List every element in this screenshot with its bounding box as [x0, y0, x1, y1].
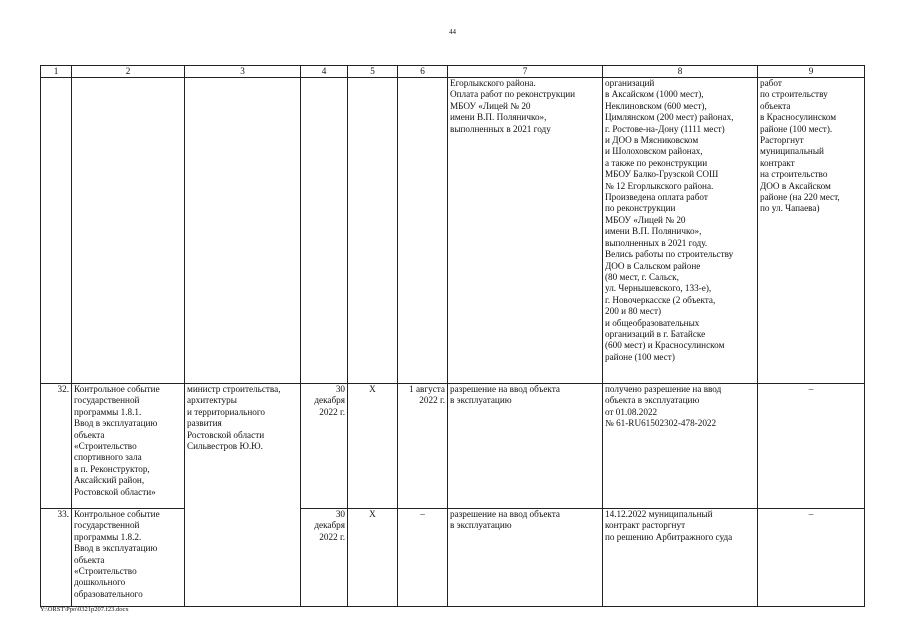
- column-header: 7: [448, 66, 603, 78]
- cell-result-planned: Егорлыкского района. Оплата работ по реконструкции МБОУ «Лицей № 20 имени В.П. Поляничко», выполненных в 2021 году: [448, 78, 603, 384]
- cell-col5: X: [348, 384, 398, 509]
- cell-actual-date: [398, 78, 448, 384]
- cell-event: Контрольное событие государственной программы 1.8.2. Ввод в эксплуатацию объекта «Строительство дошкольного образовательного: [72, 509, 185, 607]
- cell-number: [41, 78, 72, 384]
- cell-event: [72, 78, 185, 384]
- cell-col5: [348, 78, 398, 384]
- cell-responsible: министр строительства, архитектуры и территориального развития Ростовской области Сильвестров Ю.Ю.: [185, 384, 301, 607]
- column-header: 6: [398, 66, 448, 78]
- column-header: 5: [348, 66, 398, 78]
- cell-result-planned: разрешение на ввод объекта в эксплуатацию: [448, 509, 603, 607]
- cell-planned-date: 30 декабря 2022 г.: [301, 384, 348, 509]
- column-number-row: [41, 66, 865, 78]
- cell-notes: –: [758, 509, 865, 607]
- cell-planned-date: [301, 78, 348, 384]
- column-header: 8: [603, 66, 758, 78]
- column-header: 2: [72, 66, 185, 78]
- cell-actual-date: –: [398, 509, 448, 607]
- document-table: [40, 65, 865, 607]
- footer-file-path: Y:\ORST\Ppo\0321p207.f23.docx: [40, 606, 129, 613]
- cell-event: Контрольное событие государственной программы 1.8.1. Ввод в эксплуатацию объекта «Строительство спортивного зала в п. Реконструктор, Аксайский район, Ростовской области»: [72, 384, 185, 509]
- cell-result-actual: получено разрешение на ввод объекта в эксплуатацию от 01.08.2022 № 61-RU61502302-478-2022: [603, 384, 758, 509]
- cell-responsible: [185, 78, 301, 384]
- cell-result-actual: 14.12.2022 муниципальный контракт расторгнут по решению Арбитражного суда: [603, 509, 758, 607]
- column-header: 4: [301, 66, 348, 78]
- cell-actual-date: 1 августа 2022 г.: [398, 384, 448, 509]
- cell-result-planned: разрешение на ввод объекта в эксплуатацию: [448, 384, 603, 509]
- cell-number: 32.: [41, 384, 72, 509]
- cell-notes: работ по строительству объекта в Красносулинском районе (100 мест). Расторгнут муниципальный контракт на строительство ДОО в Аксайском районе (на 220 мест, по ул. Чапаева): [758, 78, 865, 384]
- column-header: 9: [758, 66, 865, 78]
- table-row: [41, 509, 865, 607]
- cell-col5: X: [348, 509, 398, 607]
- column-header: 1: [41, 66, 72, 78]
- cell-planned-date: 30 декабря 2022 г.: [301, 509, 348, 607]
- cell-result-actual: организаций в Аксайском (1000 мест), Неклиновском (600 мест), Цимлянском (200 мест) районах, г. Ростове-на-Дону (1111 мест) и ДОО в Мясниковском и Шолоховском районах, а также по реконструкции МБОУ Балко-Грузской СОШ № 12 Егорлыкского района. Произведена оплата работ по реконструкции МБОУ «Лицей № 20 имени В.П. Поляничко», выполненных в 2021 году. Велись работы по строительству ДОО в Сальском районе (80 мест, г. Сальск, ул. Чернышевского, 133-е), г. Новочеркасске (2 объекта, 200 и 80 мест) и общеобразовательных организаций в г. Батайске (600 мест) и Красносулинском районе (100 мест): [603, 78, 758, 384]
- page-number: 44: [449, 28, 456, 36]
- table-row: [41, 78, 865, 384]
- column-header: 3: [185, 66, 301, 78]
- cell-number: 33.: [41, 509, 72, 607]
- cell-notes: –: [758, 384, 865, 509]
- table-row: [41, 384, 865, 509]
